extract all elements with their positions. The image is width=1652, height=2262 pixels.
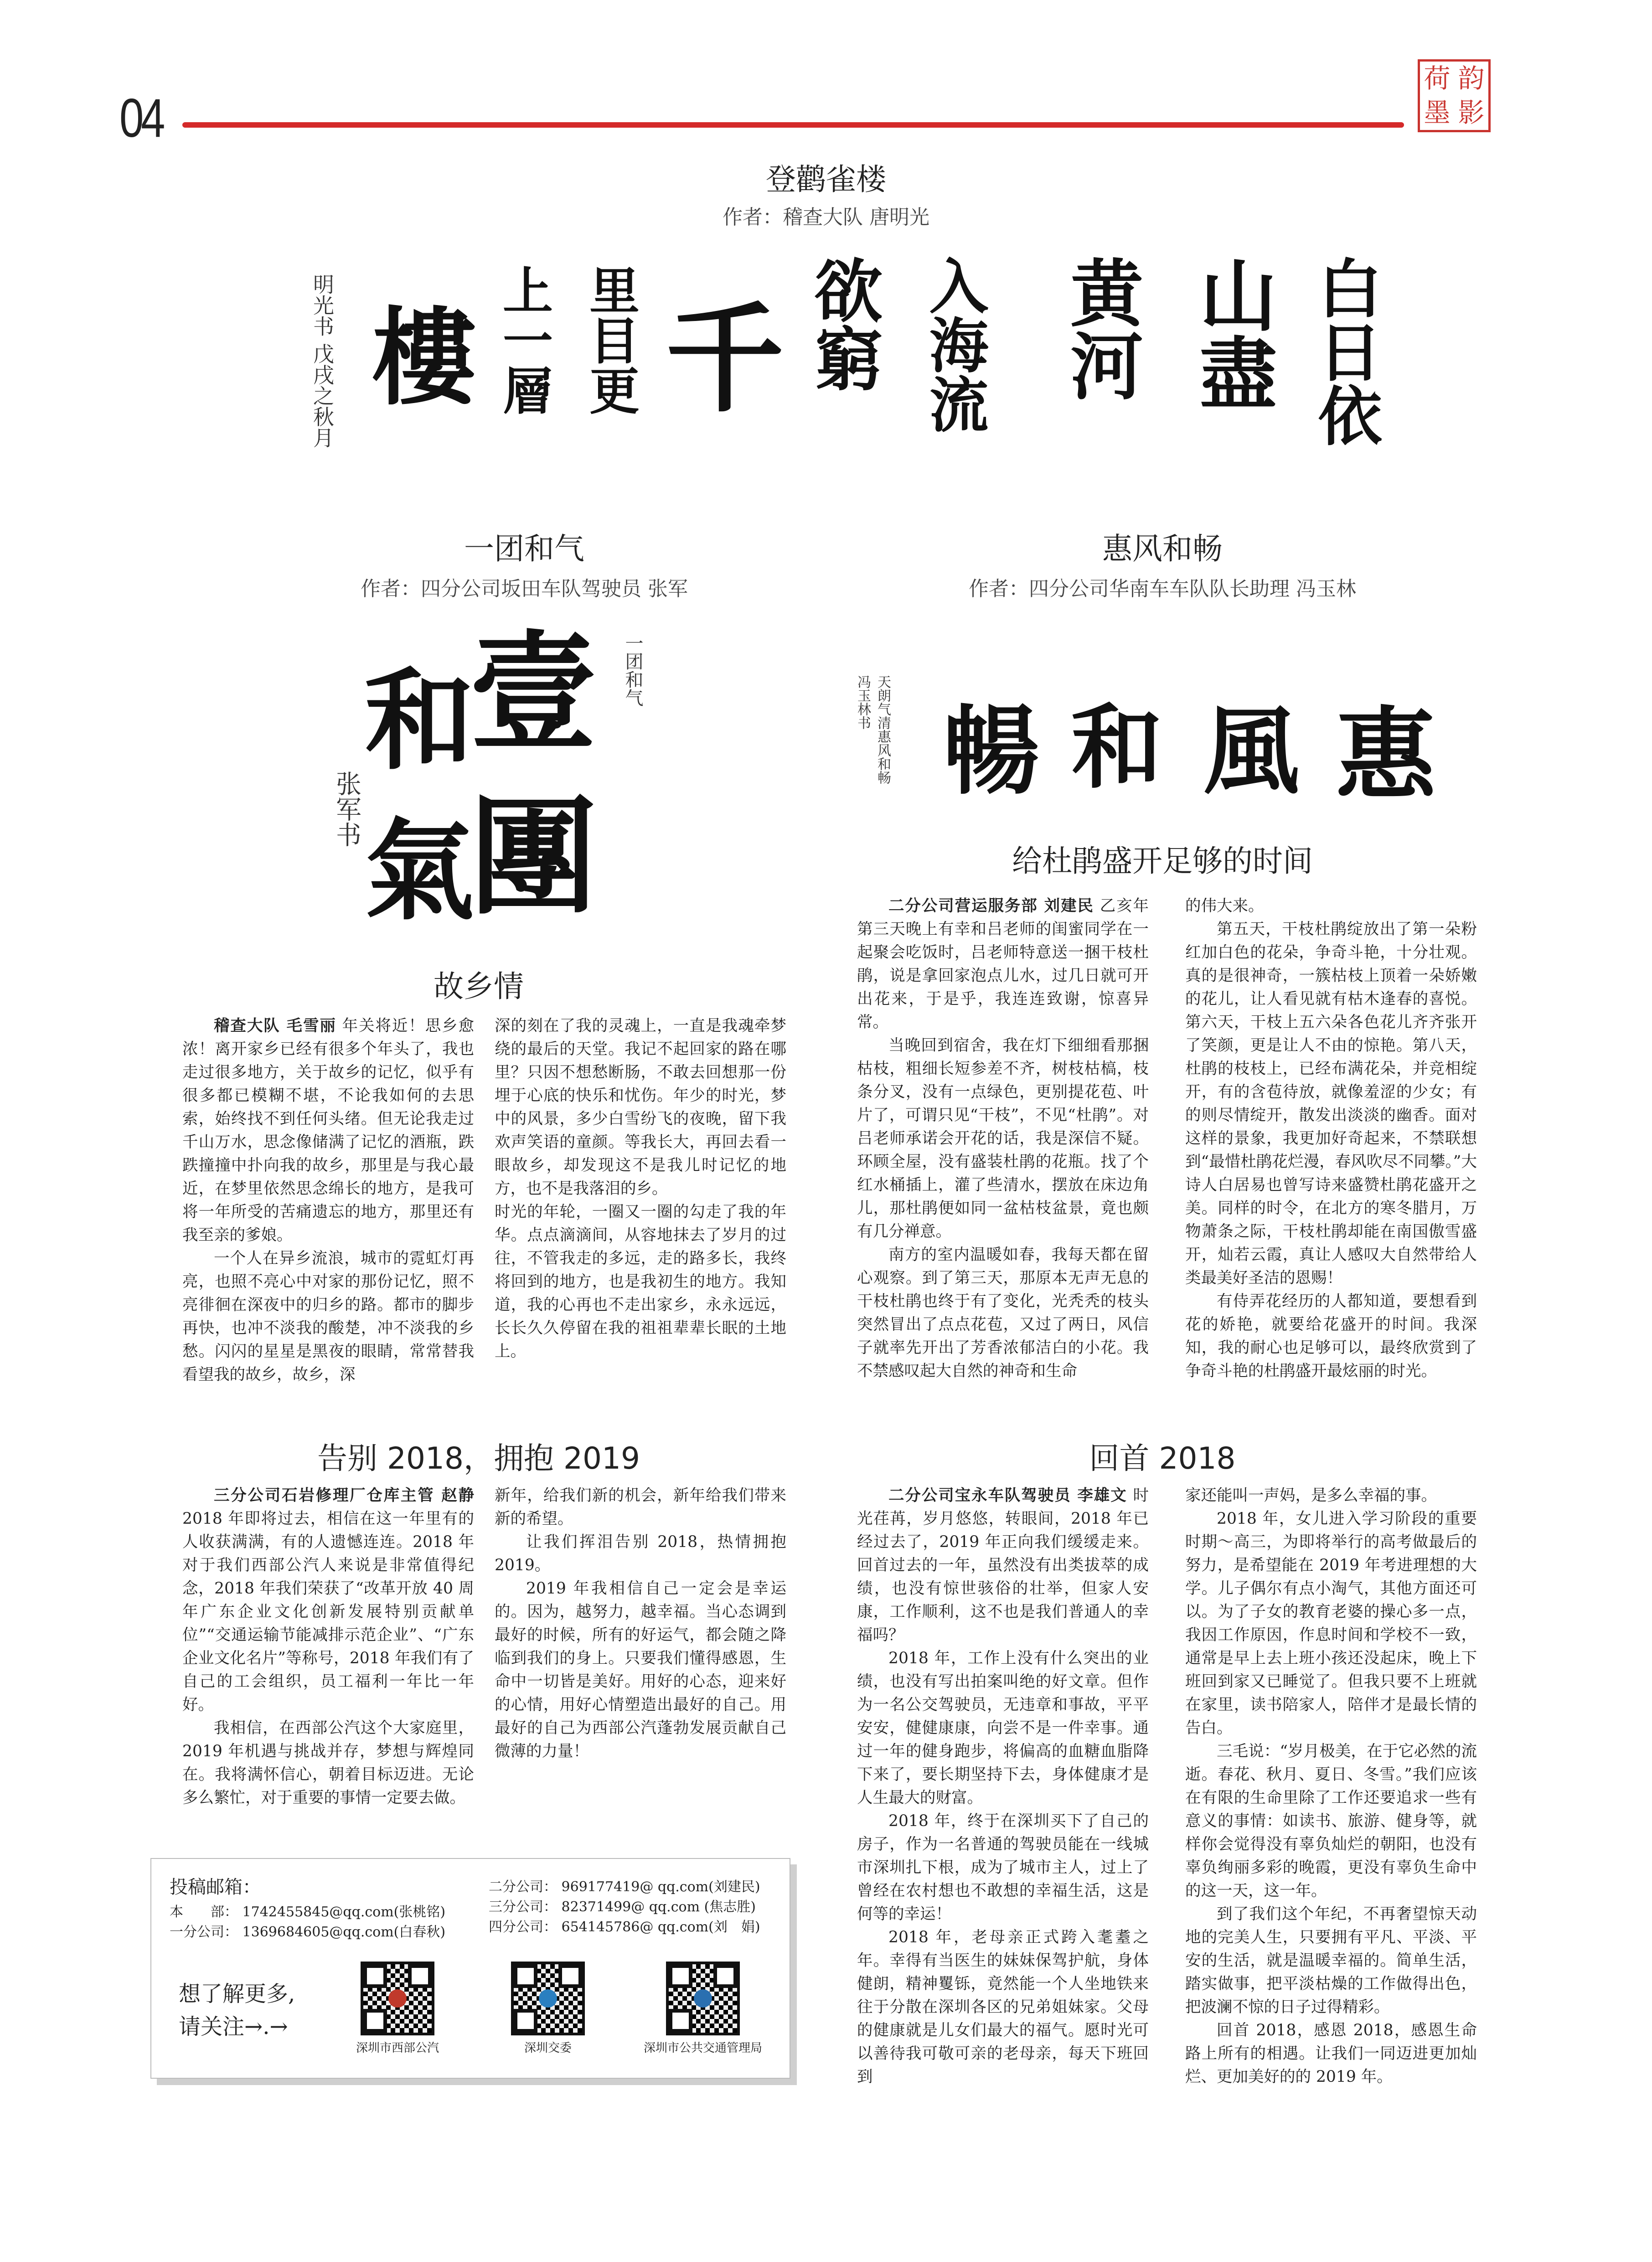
gaobie-col2: 新年，给我们新的机会，新年给我们带来新的希望。 让我们挥泪告别 2018，热情拥抱 2019。 2019 年我相信自己一定会是幸运的。因为，越努力，越幸福。当心态调到最好的时候，所有的好运气，都会随之降临到我们的身上。只要我们懂得感恩，生命中一切皆是美好。用好的心态，迎来好的心情，用好心情塑造出最好的自己。用最好的自己为西部公汽蓬勃发展贡献自己微薄的力量！ xyxy=(495,1486,786,1760)
qr-code-icon[interactable] xyxy=(361,1962,434,2035)
email-row: 二分公司： 969177419@ qq.com(刘建民) xyxy=(489,1879,760,1895)
calli-char: 暢 xyxy=(944,695,1040,807)
dujuan-col2: 的伟大来。 第五天，干枝杜鹃绽放出了第一朵粉红加白色的花朵，争奇斗艳，十分壮观。真的是很神奇，一簇枯枝上顶着一朵娇嫩的花儿，让人看见就有枯木逢春的喜悦。第六天，干枝上五六朵各色花儿齐齐张开了笑颜，更是让人不由的惊艳。第八天，杜鹃的枝枝上，已经布满花朵，并竞相绽开，有的含苞待放，就像羞涩的少女；有的则尽情绽开，散发出淡淡的幽香。面对这样的景象，我更加好奇起来，不禁联想到“最惜杜鹃花烂漫，春风吹尽不同攀。”大诗人白居易也曾写诗来盛赞杜鹃花盛开之美。同样的时令，在北方的寒冬腊月，万物萧条之际，干枝杜鹃却能在南国傲雪盛开，灿若云霞，真让人感叹大自然带给人类最美好圣洁的恩赐！ 有侍弄花经历的人都知道，要想看到花的娇艳，就要给花盛开的时间。我深知，我的耐心也足够可以，最终欣赏到了争奇斗艳的杜鹃盛开最炫丽的时光。 xyxy=(1185,897,1477,1380)
article-author: 二分公司宝永车队驾驶员 李雄文 xyxy=(888,1486,1127,1505)
huishou-col2: 家还能叫一声妈，是多么幸福的事。 2018 年，女儿进入学习阶段的重要时期～高三，为即将举行的高考做最后的努力，是希望能在 2019 年考进理想的大学。儿子偶尔有点小淘气，其他方面还可以。为了子女的教育老婆的操心多一点，我因工作原因，作息时间和学校不一致，通常是早上去上班小孩还没起床，晚上下班回到家又已睡觉了。但我只要不上班就在家里，读书陪家人，陪伴才是最长情的告白。 三毛说：“岁月极美，在于它必然的流逝。春花、秋月、夏日、冬雪。”我们应该在有限的生命里除了工作还要追求一些有意义的事情：如读书、旅游、健身等，就样你会觉得没有辜负灿烂的朝阳，也没有辜负绚丽多彩的晚霞，更没有辜负生命中的这一天，这一年。 到了我们这个年纪，不再奢望惊天动地的完美人生，只要拥有平凡、平淡、平安的生活，就是温暖幸福的。简单生活，踏实做事，把平淡枯燥的工作做得出色，把波澜不惊的日子过得精彩。 回首 2018，感恩 2018，感恩生命路上所有的相遇。让我们一同迈进更加灿烂、更加美好的的 2019 年。 xyxy=(1185,1486,1477,2086)
gaobie-col1: 三分公司石岩修理厂仓库主管 赵静 2018 年即将过去，相信在这一年里有的人收获满满，有的人遗憾连连。2018 年对于我们西部公汽人来说是非常值得纪念，2018 年我们荣获了“改革开放 40 周年广东企业文化创新发展特别贡献单位”“交通运输节能减排示范企业”、“广东企业文化名片”等称号，2018 年我们有了自己的工会组织，员工福利一年比一年好。 我相信，在西部公汽这个大家庭里，2019 年机遇与挑战并存，梦想与辉煌同在。我将满怀信心，朝着目标迈进。无论多么繁忙，对于重要的事情一定要去做。 xyxy=(182,1486,474,1807)
poem-calligraphy xyxy=(274,255,1459,511)
email-link[interactable]: 969177419@ qq.com(刘建民) xyxy=(561,1879,760,1895)
calli-char: 里目更 xyxy=(581,264,640,415)
seal-char: 荷 xyxy=(1424,63,1451,94)
email-link[interactable]: 654145786@ qq.com(刘 娟) xyxy=(561,1919,760,1935)
qr-code-icon[interactable] xyxy=(666,1962,740,2035)
poem-title: 登鹳雀楼 xyxy=(766,162,886,197)
article-author: 稽查大队 毛雪丽 xyxy=(214,1017,336,1035)
poem-byline: 作者：稽查大队 唐明光 xyxy=(723,206,929,229)
calli-char: 風 xyxy=(1203,695,1300,807)
calli-char: 欲窮 xyxy=(802,255,883,392)
guxiang-col2: 深的刻在了我的灵魂上，一直是我魂牵梦绕的最后的天堂。我记不起回家的路在哪里？只因不想愁断肠，不敢去回想那一份埋于心底的快乐和忧伤。年少的时光，梦中的风景，多少白雪纷飞的夜晚，留下我欢声笑语的童颜。等我长大，再回去看一眼故乡，却发现这不是我儿时记忆的地方，也不是我落泪的乡。 时光的年轮，一圈又一圈的勾走了我的年华。点点滴滴间，从容地抹去了岁月的过往，不管我走的多远，走的路多长，我终将回到的地方，也是我初生的地方。我知道，我的心再也不走出家乡，永永远远，长长久久停留在我的祖祖辈辈长眠的土地上。 xyxy=(495,1017,786,1361)
gaobie-title: 告别 2018，拥抱 2019 xyxy=(317,1441,640,1476)
calli-char: 千 xyxy=(666,290,784,429)
huishou-col1: 二分公司宝永车队驾驶员 李雄文 时光荏苒，岁月悠悠，转眼间，2018 年已经过去了，2019 年正向我们缓缓走来。回首过去的一年，虽然没有出类拔萃的成绩，也没有惊世骇俗的壮举，但家人安康，工作顺利，这不也是我们普通人的幸福吗？ 2018 年，工作上没有什么突出的业绩，也没有写出拍案叫绝的好文章。但作为一名公交驾驶员，无违章和事故，平平安安，健健康康，向尝不是一件幸事。通过一年的健身跑步，将偏高的血糖血脂降下来了，要长期坚持下去，身体健康才是人生最大的财富。 2018 年，终于在深圳买下了自己的房子，作为一名普通的驾驶员能在一线城市深圳扎下根，成为了城市主人，过上了曾经在农村想也不敢想的幸福生活，这是何等的幸运！ 2018 年，老母亲正式跨入耄耋之年。幸得有当医生的妹妹保驾护航，身体健朗，精神矍铄，竟然能一个人坐地铁来往于分散在深圳各区的兄弟姐妹家。父母的健康就是儿女们最大的福气。愿时光可以善待我可敬可亲的老母亲，每天下班回到 xyxy=(857,1486,1149,2086)
art1-signature: 张军书 xyxy=(332,771,361,847)
calli-char: 和 xyxy=(365,656,475,785)
qr-block[interactable] xyxy=(347,1962,448,2058)
calli-char: 白日依 xyxy=(1307,255,1382,447)
calli-char: 氣 xyxy=(365,807,475,935)
calli-char: 樓 xyxy=(372,296,477,419)
guxiang-title: 故乡情 xyxy=(434,969,524,1004)
masthead-seal xyxy=(1418,59,1491,132)
submission-box xyxy=(150,1858,790,2079)
qr-caption: 深圳市西部公汽 xyxy=(356,2041,439,2055)
article-author: 三分公司石岩修理厂仓库主管 赵静 xyxy=(214,1486,474,1505)
qr-block[interactable] xyxy=(630,1962,776,2058)
email-row: 一分公司： 1369684605@qq.com(白春秋) xyxy=(170,1924,446,1940)
calli-char: 團 xyxy=(470,782,597,932)
art2-inscription: 天朗气清惠风和畅 冯玉林书 xyxy=(855,675,891,784)
calli-char: 和 xyxy=(1071,694,1163,801)
seal-char: 墨 xyxy=(1424,97,1451,128)
art1-inscription: 一团和气 xyxy=(622,634,643,707)
poem-inscription: 明光书 戊戌之秋月 xyxy=(310,274,335,448)
email-link[interactable]: 1742455845@qq.com(张桃铭) xyxy=(242,1904,446,1920)
article-author: 二分公司营运服务部 刘建民 xyxy=(888,897,1094,915)
calli-char: 壹 xyxy=(470,618,597,768)
art1-calligraphy xyxy=(332,618,684,958)
art1-byline: 作者：四分公司坂田车队驾驶员 张军 xyxy=(361,577,688,600)
dujuan-title: 给杜鹃盛开足够的时间 xyxy=(1012,844,1313,879)
calli-char: 入海流 xyxy=(919,255,989,433)
calli-char: 上一層 xyxy=(495,264,553,415)
qr-block[interactable] xyxy=(498,1962,598,2058)
submission-heading: 投稿邮箱： xyxy=(170,1877,261,1898)
qr-caption: 深圳市公共交通管理局 xyxy=(643,2041,762,2055)
qr-caption: 深圳交委 xyxy=(524,2041,572,2055)
header-rule xyxy=(182,122,1404,128)
email-row: 四分公司： 654145786@ qq.com(刘 娟) xyxy=(489,1919,760,1935)
art2-calligraphy xyxy=(852,670,1468,814)
huishou-title: 回首 2018 xyxy=(1089,1441,1236,1476)
email-link[interactable]: 82371499@ qq.com (焦志胜) xyxy=(561,1899,756,1915)
art2-byline: 作者：四分公司华南车车队队长助理 冯玉林 xyxy=(969,577,1356,600)
page-number: 04 xyxy=(119,88,162,149)
seal-char: 影 xyxy=(1458,97,1485,128)
calli-char: 惠 xyxy=(1336,696,1436,814)
art1-title: 一团和气 xyxy=(464,531,584,566)
email-link[interactable]: 1369684605@qq.com(白春秋) xyxy=(242,1924,446,1940)
seal-char: 韵 xyxy=(1458,63,1485,94)
art2-title: 惠风和畅 xyxy=(1102,531,1223,566)
follow-cta: 想了解更多, 请关注→.→ xyxy=(179,1981,295,2039)
calli-char: 山盡 xyxy=(1186,255,1277,410)
email-row: 本 部： 1742455845@qq.com(张桃铭) xyxy=(170,1904,446,1920)
guxiang-col1: 稽查大队 毛雪丽 年关将近！思乡愈浓！离开家乡已经有很多个年头了，我也走过很多地方，关于故乡的记忆，似乎有很多都已模糊不堪，不论我如何的去思索，始终找不到任何头绪。但无论我走过千山万水，思念像储满了记忆的酒瓶，跌跌撞撞中扑向我的故乡，那里是与我心最近，在梦里依然思念绵长的地方，是我可将一年所受的苦痛遗忘的地方，那里还有我至亲的爹娘。 一个人在异乡流浪，城市的霓虹灯再亮，也照不亮心中对家的那份记忆，照不亮徘徊在深夜中的归乡的路。都市的脚步再快，也冲不淡我的酸楚，冲不淡我的乡愁。闪闪的星星是黑夜的眼睛，常常替我看望我的故乡，故乡，深 xyxy=(182,1017,475,1384)
dujuan-col1: 二分公司营运服务部 刘建民 乙亥年第三天晚上有幸和吕老师的闺蜜同学在一起聚会吃饭时，吕老师特意送一捆干枝杜鹃，说是拿回家泡点儿水，过几日就可开出花来，于是乎，我连连致谢，惊喜异常。 当晚回到宿舍，我在灯下细细看那捆枯枝，粗细长短参差不齐，树枝枯槁，枝条分叉，没有一点绿色，更别提花苞、叶片了，可谓只见“干枝”，不见“杜鹃”。对吕老师承诺会开花的话，我是深信不疑。环顾全屋，没有盛装杜鹃的花瓶。找了个红水桶插上，灌了些清水，摆放在床边角儿，那杜鹃便如同一盆枯枝盆景，竟也颇有几分禅意。 南方的室内温暖如春，我每天都在留心观察。到了第三天，那原本无声无息的干枝杜鹃也终于有了变化，光秃秃的枝头突然冒出了点点花苞，又过了两日，风信子就率先开出了芳香浓郁洁白的小花。我不禁感叹起大自然的神奇和生命 xyxy=(857,897,1149,1380)
qr-code-icon[interactable] xyxy=(511,1962,585,2035)
email-row: 三分公司： 82371499@ qq.com (焦志胜) xyxy=(489,1899,756,1915)
calli-char: 黄河 xyxy=(1058,255,1144,401)
